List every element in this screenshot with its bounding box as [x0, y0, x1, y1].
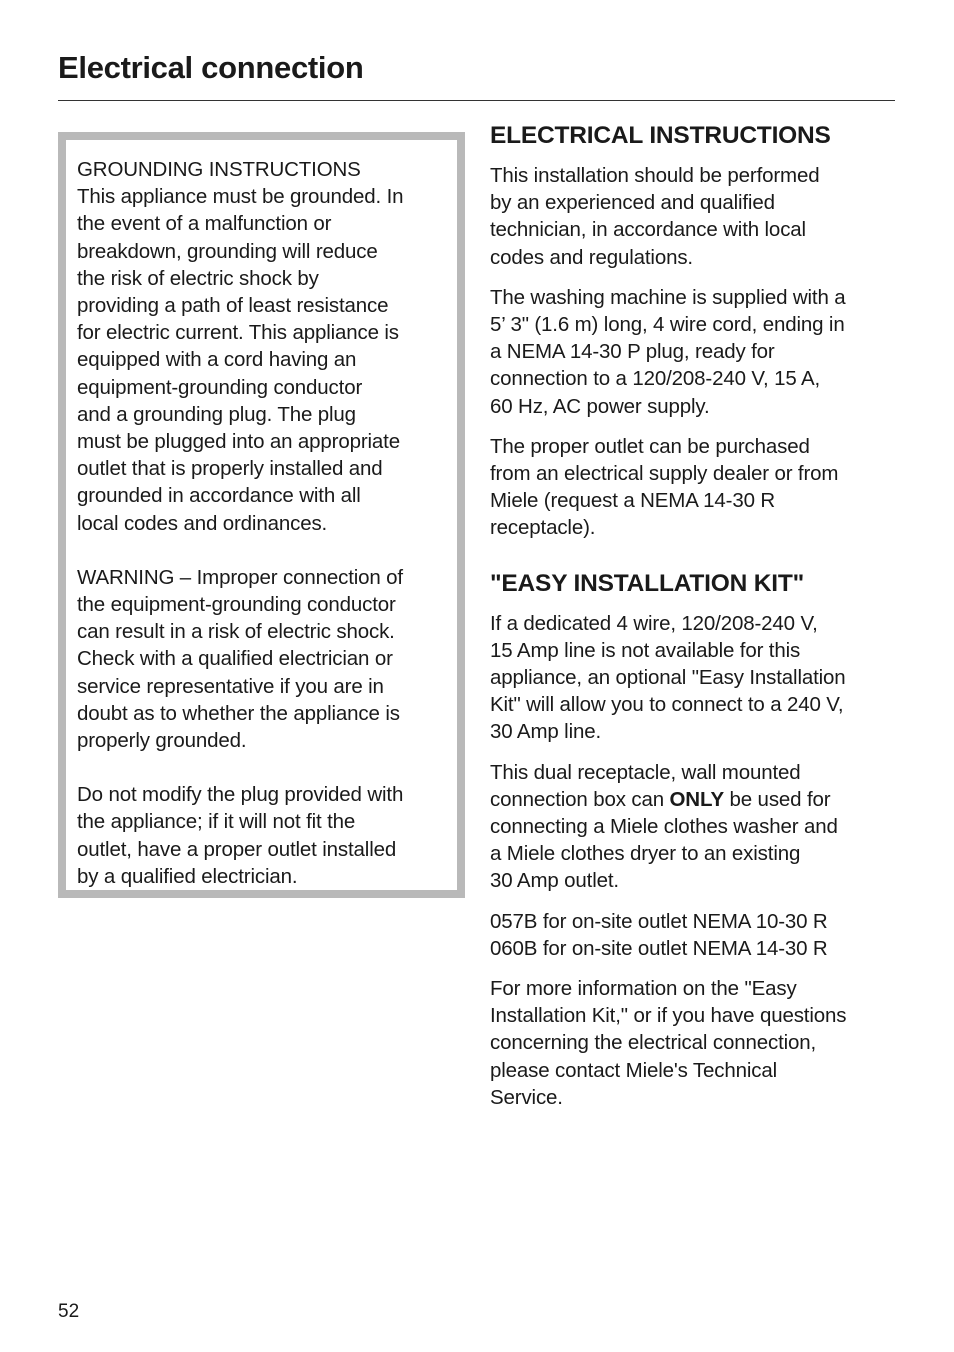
electrical-instructions-heading: ELECTRICAL INSTRUCTIONS: [490, 122, 831, 149]
kit-part-numbers-text: 057B for on-site outlet NEMA 10-30 R 060B for on-site outlet NEMA 14-30 R: [490, 909, 828, 960]
installation-qualification-text: This installation should be performed by an experienced and qualified technician, in accordance with local codes and regulations.: [490, 164, 820, 269]
instructions-column: [490, 120, 910, 1111]
easy-installation-kit-heading: "EASY INSTALLATION KIT": [490, 569, 804, 597]
grounding-instructions-text: GROUNDING INSTRUCTIONS This appliance must be grounded. In the event of a malfunction or breakdown, grounding will reduce the risk of electric shock by providing a path of least resistance for electric current. This appliance is equipped with a cord having an equipment-grounding conductor and a grounding plug. The plug must be plugged into an appropriate outlet that is properly installed and grounded in accordance with all local codes and ordinances.: [77, 158, 404, 535]
dual-receptacle-text-start: This dual receptacle, wall mounted connection box can: [490, 760, 801, 811]
easy-kit-intro-text: If a dedicated 4 wire, 120/208-240 V, 15 Amp line is not available for this appliance, an optional "Easy Installation Kit" will allow you to connect to a 240 V, 30 Amp line.: [490, 611, 846, 744]
dual-receptacle-text-end: be used for connecting a Miele clothes washer and a Miele clothes dryer to an existing 30 Amp outlet.: [490, 787, 838, 893]
page-title: Electrical connection: [58, 50, 364, 85]
outlet-purchase-text: The proper outlet can be purchased from an electrical supply dealer or from Miele (request a NEMA 14-30 R receptacle).: [490, 434, 839, 540]
dual-receptacle-text: [490, 759, 910, 895]
power-cord-spec-text: The washing machine is supplied with a 5’ 3" (1.6 m) long, 4 wire cord, ending in a NEMA 14-30 P plug, ready for connection to a 120/208-240 V, 15 A, 60 Hz, AC power supply.: [490, 285, 846, 418]
title-divider: [58, 100, 895, 101]
grounding-warning-box: [58, 132, 465, 898]
improper-connection-warning-text: WARNING – Improper connection of the equipment-grounding conductor can result in a risk of electric shock. Check with a qualified electrician or service representative if you are in doubt as to whether the appliance is properly grounded.: [77, 565, 403, 753]
technical-service-contact-text: For more information on the "Easy Installation Kit," or if you have questions concerning the electrical connection, please contact Miele's Technical Service.: [490, 977, 847, 1109]
page-number: 52: [58, 1301, 80, 1322]
only-emphasis: ONLY: [669, 787, 724, 811]
plug-modification-text: Do not modify the plug provided with the appliance; if it will not fit the outlet, have a proper outlet installed by a qualified electrician.: [77, 783, 404, 888]
